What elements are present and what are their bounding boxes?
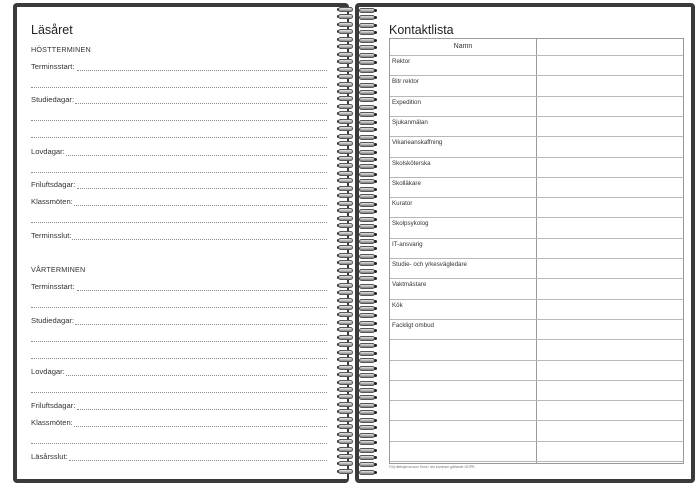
coil-wire-left bbox=[338, 461, 353, 466]
coil-wire-right bbox=[359, 321, 375, 326]
coil-wire-left bbox=[338, 402, 353, 407]
coil-wire-left bbox=[338, 469, 353, 474]
binding-hole-right bbox=[374, 389, 377, 392]
table-row-label: Studie- och yrkesvägledare bbox=[392, 261, 467, 268]
coil-wire-left bbox=[338, 178, 353, 183]
coil-wire-right bbox=[359, 366, 375, 371]
binding-hole-right bbox=[374, 404, 377, 407]
binding-hole-right bbox=[374, 367, 377, 370]
binding-hole-right bbox=[374, 322, 377, 325]
coil-wire-right bbox=[359, 75, 375, 80]
label-spring-class-meetings: Klassmöten: bbox=[31, 418, 73, 427]
binding-hole-right bbox=[374, 300, 377, 303]
coil-wire-right bbox=[359, 135, 375, 140]
coil-wire-right bbox=[359, 269, 375, 274]
binding-hole-right bbox=[374, 247, 377, 250]
binding-hole-right bbox=[374, 382, 377, 385]
table-row-label: Fackligt ombud bbox=[392, 321, 434, 329]
coil-wire-right bbox=[359, 313, 375, 318]
line-spring-holidays-2[interactable] bbox=[31, 392, 327, 393]
coil-wire-right bbox=[359, 112, 375, 117]
table-row[interactable] bbox=[390, 441, 683, 442]
binding-hole-right bbox=[374, 426, 377, 429]
binding-hole-right bbox=[374, 91, 377, 94]
coil-wire-right bbox=[359, 284, 375, 289]
page-title-lasaret: Läsåret bbox=[31, 23, 73, 37]
table-row[interactable] bbox=[390, 339, 683, 340]
binding-hole-right bbox=[374, 218, 377, 221]
binding-hole-right bbox=[374, 151, 377, 154]
coil-wire-right bbox=[359, 127, 375, 132]
coil-wire-right bbox=[359, 425, 375, 430]
coil-wire-left bbox=[338, 268, 353, 273]
coil-wire-left bbox=[338, 96, 353, 101]
coil-wire-left bbox=[338, 417, 353, 422]
binding-hole-right bbox=[374, 158, 377, 161]
line-spring-start[interactable] bbox=[77, 290, 327, 291]
binding-hole-right bbox=[374, 292, 377, 295]
coil-wire-left bbox=[338, 201, 353, 206]
coil-wire-right bbox=[359, 373, 375, 378]
coil-wire-left bbox=[338, 275, 353, 280]
label-spring-holidays: Lovdagar: bbox=[31, 367, 65, 376]
table-row-label: Rektor bbox=[392, 58, 411, 65]
coil-wire-left bbox=[338, 29, 353, 34]
coil-wire-right bbox=[359, 388, 375, 393]
spiral-coil bbox=[334, 468, 380, 476]
coil-wire-left bbox=[338, 111, 353, 116]
binding-hole-right bbox=[374, 61, 377, 64]
table-row[interactable] bbox=[390, 75, 683, 76]
coil-wire-right bbox=[359, 381, 375, 386]
coil-wire-right bbox=[359, 83, 375, 88]
coil-wire-right bbox=[359, 343, 375, 348]
table-row-label: Bitr rektor bbox=[392, 78, 419, 86]
binding-hole-right bbox=[374, 128, 377, 131]
coil-wire-right bbox=[359, 261, 375, 266]
coil-wire-left bbox=[338, 372, 353, 377]
coil-wire-right bbox=[359, 418, 375, 423]
binding-hole-right bbox=[374, 449, 377, 452]
binding-hole-right bbox=[374, 277, 377, 280]
coil-wire-left bbox=[338, 342, 353, 347]
coil-wire-left bbox=[338, 305, 353, 310]
coil-wire-right bbox=[359, 462, 375, 467]
table-row[interactable] bbox=[390, 177, 683, 178]
coil-wire-left bbox=[338, 454, 353, 459]
table-row[interactable] bbox=[390, 461, 683, 462]
coil-wire-right bbox=[359, 440, 375, 445]
coil-wire-right bbox=[359, 157, 375, 162]
coil-wire-right bbox=[359, 433, 375, 438]
coil-wire-left bbox=[338, 89, 353, 94]
coil-wire-left bbox=[338, 156, 353, 161]
coil-wire-right bbox=[359, 23, 375, 28]
coil-wire-left bbox=[338, 44, 353, 49]
label-spring-study-days: Studiedagar: bbox=[31, 316, 75, 325]
coil-wire-left bbox=[338, 141, 353, 146]
coil-wire-left bbox=[338, 335, 353, 340]
coil-wire-right bbox=[359, 68, 375, 73]
coil-wire-right bbox=[359, 187, 375, 192]
coil-wire-left bbox=[338, 208, 353, 213]
coil-wire-left bbox=[338, 283, 353, 288]
coil-wire-right bbox=[359, 194, 375, 199]
binding-hole-right bbox=[374, 352, 377, 355]
table-row-label: Kurator bbox=[392, 200, 413, 208]
binding-hole-right bbox=[374, 396, 377, 399]
table-row[interactable] bbox=[390, 157, 683, 158]
coil-wire-left bbox=[338, 290, 353, 295]
binding-hole-right bbox=[374, 233, 377, 236]
label-autumn-holidays: Lovdagar: bbox=[31, 147, 65, 156]
coil-wire-right bbox=[359, 120, 375, 125]
line-autumn-class-meetings-2[interactable] bbox=[31, 222, 327, 223]
coil-wire-right bbox=[359, 410, 375, 415]
coil-wire-left bbox=[338, 312, 353, 317]
coil-wire-left bbox=[338, 253, 353, 258]
binding-hole-right bbox=[374, 180, 377, 183]
coil-wire-left bbox=[338, 260, 353, 265]
binding-hole-right bbox=[374, 24, 377, 27]
line-autumn-holidays-2[interactable] bbox=[31, 172, 327, 173]
coil-wire-left bbox=[338, 67, 353, 72]
binding-hole-right bbox=[374, 9, 377, 12]
binding-hole-right bbox=[374, 344, 377, 347]
binding-hole-right bbox=[374, 240, 377, 243]
label-spring-start: Terminsstart: bbox=[31, 282, 75, 291]
coil-wire-left bbox=[338, 245, 353, 250]
contact-table-header-name: Namn bbox=[453, 43, 473, 50]
table-row[interactable] bbox=[390, 217, 683, 218]
coil-wire-left bbox=[338, 104, 353, 109]
table-row[interactable] bbox=[390, 278, 683, 279]
coil-wire-right bbox=[359, 150, 375, 155]
coil-wire-left bbox=[338, 14, 353, 19]
coil-wire-left bbox=[338, 350, 353, 355]
binding-hole-right bbox=[374, 374, 377, 377]
table-row-label: Skolsköterska bbox=[392, 159, 431, 167]
coil-wire-right bbox=[359, 45, 375, 50]
coil-wire-left bbox=[338, 223, 353, 228]
coil-wire-left bbox=[338, 231, 353, 236]
table-row[interactable] bbox=[390, 197, 683, 198]
line-autumn-study-days-3[interactable] bbox=[31, 137, 327, 138]
line-autumn-class-meetings[interactable] bbox=[74, 205, 327, 206]
line-spring-study-days[interactable] bbox=[75, 324, 327, 325]
label-autumn-end: Terminsslut: bbox=[31, 231, 72, 240]
label-autumn-study-days: Studiedagar: bbox=[31, 95, 75, 104]
coil-wire-right bbox=[359, 351, 375, 356]
coil-wire-left bbox=[338, 238, 353, 243]
table-row[interactable] bbox=[390, 400, 683, 401]
coil-wire-left bbox=[338, 298, 353, 303]
coil-wire-left bbox=[338, 432, 353, 437]
line-spring-class-meetings-2[interactable] bbox=[31, 443, 327, 444]
coil-wire-left bbox=[338, 327, 353, 332]
table-row[interactable] bbox=[390, 238, 683, 239]
binding-hole-right bbox=[374, 471, 377, 474]
binding-hole-right bbox=[374, 463, 377, 466]
section-heading-spring: VÅRTERMINEN bbox=[31, 265, 86, 274]
line-autumn-study-days-2[interactable] bbox=[31, 120, 327, 121]
coil-wire-left bbox=[338, 424, 353, 429]
coil-wire-right bbox=[359, 455, 375, 460]
binding-hole-right bbox=[374, 76, 377, 79]
coil-wire-left bbox=[338, 149, 353, 154]
binding-hole-right bbox=[374, 203, 377, 206]
binding-hole-right bbox=[374, 359, 377, 362]
coil-wire-right bbox=[359, 246, 375, 251]
coil-wire-right bbox=[359, 217, 375, 222]
table-row-label: Vikarieanskaffning bbox=[392, 139, 443, 147]
coil-wire-right bbox=[359, 239, 375, 244]
coil-wire-right bbox=[359, 254, 375, 259]
coil-wire-left bbox=[338, 365, 353, 370]
binding-hole-right bbox=[374, 307, 377, 310]
label-autumn-start: Terminsstart: bbox=[31, 62, 75, 71]
binding-hole-right bbox=[374, 31, 377, 34]
coil-wire-right bbox=[359, 403, 375, 408]
binding-hole-right bbox=[374, 329, 377, 332]
binding-hole-right bbox=[374, 46, 377, 49]
line-spring-outdoor-days[interactable] bbox=[77, 409, 327, 410]
binding-hole-right bbox=[374, 419, 377, 422]
table-row[interactable] bbox=[390, 136, 683, 137]
coil-wire-left bbox=[338, 357, 353, 362]
binding-hole-right bbox=[374, 39, 377, 42]
coil-wire-right bbox=[359, 448, 375, 453]
binding-hole-right bbox=[374, 337, 377, 340]
coil-wire-right bbox=[359, 209, 375, 214]
label-autumn-outdoor-days: Friluftsdagar: bbox=[31, 180, 76, 189]
coil-wire-right bbox=[359, 172, 375, 177]
binding-hole-right bbox=[374, 165, 377, 168]
coil-wire-left bbox=[338, 439, 353, 444]
table-row[interactable] bbox=[390, 116, 683, 117]
table-row[interactable] bbox=[390, 258, 683, 259]
coil-wire-right bbox=[359, 276, 375, 281]
line-spring-end[interactable] bbox=[69, 460, 327, 461]
coil-wire-right bbox=[359, 358, 375, 363]
coil-wire-right bbox=[359, 299, 375, 304]
coil-wire-right bbox=[359, 202, 375, 207]
binding-hole-right bbox=[374, 225, 377, 228]
binding-hole-right bbox=[374, 136, 377, 139]
table-row-label: Sjukanmälan bbox=[392, 118, 428, 126]
binding-hole-right bbox=[374, 121, 377, 124]
table-row-label: Skolläkare bbox=[392, 179, 421, 187]
coil-wire-left bbox=[338, 193, 353, 198]
coil-wire-left bbox=[338, 126, 353, 131]
coil-wire-left bbox=[338, 163, 353, 168]
coil-wire-left bbox=[338, 387, 353, 392]
binding-hole-right bbox=[374, 270, 377, 273]
coil-wire-right bbox=[359, 15, 375, 20]
coil-wire-right bbox=[359, 306, 375, 311]
spiral-binding bbox=[334, 6, 380, 480]
binding-hole-right bbox=[374, 173, 377, 176]
line-autumn-study-days[interactable] bbox=[75, 103, 327, 104]
coil-wire-left bbox=[338, 186, 353, 191]
binding-hole-right bbox=[374, 255, 377, 258]
binding-hole-right bbox=[374, 285, 377, 288]
coil-wire-right bbox=[359, 224, 375, 229]
label-autumn-class-meetings: Klassmöten: bbox=[31, 197, 73, 206]
binding-hole-right bbox=[374, 188, 377, 191]
coil-wire-right bbox=[359, 142, 375, 147]
section-heading-autumn: HÖSTTERMINEN bbox=[31, 45, 91, 54]
table-row[interactable] bbox=[390, 380, 683, 381]
coil-wire-left bbox=[338, 37, 353, 42]
coil-wire-right bbox=[359, 8, 375, 13]
line-spring-start-2[interactable] bbox=[31, 307, 327, 308]
coil-wire-right bbox=[359, 336, 375, 341]
coil-wire-right bbox=[359, 38, 375, 43]
binding-hole-right bbox=[374, 456, 377, 459]
line-autumn-start-2[interactable] bbox=[31, 87, 327, 88]
coil-wire-left bbox=[338, 320, 353, 325]
binding-hole-right bbox=[374, 54, 377, 57]
line-spring-holidays[interactable] bbox=[66, 375, 327, 376]
coil-wire-left bbox=[338, 119, 353, 124]
line-spring-class-meetings[interactable] bbox=[74, 426, 327, 427]
binding-hole-right bbox=[374, 98, 377, 101]
coil-wire-right bbox=[359, 232, 375, 237]
coil-wire-right bbox=[359, 30, 375, 35]
binding-hole-right bbox=[374, 16, 377, 19]
binding-hole-right bbox=[374, 441, 377, 444]
table-row[interactable] bbox=[390, 420, 683, 421]
coil-wire-left bbox=[338, 134, 353, 139]
binding-hole-right bbox=[374, 434, 377, 437]
table-row-label: Kök bbox=[392, 301, 403, 309]
line-autumn-outdoor-days[interactable] bbox=[77, 188, 327, 189]
line-spring-study-days-3[interactable] bbox=[31, 358, 327, 359]
binding-hole-right bbox=[374, 262, 377, 265]
line-spring-study-days-2[interactable] bbox=[31, 341, 327, 342]
coil-wire-right bbox=[359, 291, 375, 296]
coil-wire-left bbox=[338, 52, 353, 57]
coil-wire-left bbox=[338, 394, 353, 399]
binding-hole-right bbox=[374, 411, 377, 414]
line-autumn-holidays[interactable] bbox=[66, 155, 327, 156]
coil-wire-right bbox=[359, 53, 375, 58]
coil-wire-left bbox=[338, 59, 353, 64]
coil-wire-right bbox=[359, 90, 375, 95]
coil-wire-left bbox=[338, 22, 353, 27]
coil-wire-right bbox=[359, 97, 375, 102]
binding-hole-right bbox=[374, 69, 377, 72]
contact-table bbox=[389, 38, 684, 464]
coil-wire-left bbox=[338, 409, 353, 414]
coil-wire-left bbox=[338, 380, 353, 385]
label-spring-end: Läsårsslut: bbox=[31, 452, 68, 461]
coil-wire-left bbox=[338, 74, 353, 79]
binding-hole-right bbox=[374, 314, 377, 317]
line-autumn-end[interactable] bbox=[72, 239, 327, 240]
right-page bbox=[359, 7, 691, 479]
label-spring-outdoor-days: Friluftsdagar: bbox=[31, 401, 76, 410]
table-row-label: Expedition bbox=[392, 98, 421, 106]
gdpr-footnote: Följ riktlinjerna som finns i din kommun gällande GDPR. bbox=[389, 465, 476, 469]
binding-hole-right bbox=[374, 84, 377, 87]
coil-wire-right bbox=[359, 105, 375, 110]
table-row-label: Skolpsykolog bbox=[392, 220, 429, 228]
table-row-label: Vaktmästare bbox=[392, 281, 427, 289]
page-title-kontaktlista: Kontaktlista bbox=[389, 23, 454, 37]
coil-wire-right bbox=[359, 395, 375, 400]
binding-hole-right bbox=[374, 106, 377, 109]
line-autumn-start[interactable] bbox=[77, 70, 327, 71]
binding-hole-right bbox=[374, 113, 377, 116]
binding-hole-right bbox=[374, 143, 377, 146]
coil-wire-right bbox=[359, 60, 375, 65]
table-row-label: IT-ansvarig bbox=[392, 240, 423, 248]
coil-wire-left bbox=[338, 447, 353, 452]
table-row[interactable] bbox=[390, 299, 683, 300]
table-row[interactable] bbox=[390, 360, 683, 361]
coil-wire-left bbox=[338, 216, 353, 221]
coil-wire-right bbox=[359, 328, 375, 333]
binding-hole-right bbox=[374, 195, 377, 198]
left-page bbox=[17, 7, 347, 479]
coil-wire-left bbox=[338, 82, 353, 87]
table-row[interactable] bbox=[390, 319, 683, 320]
table-row[interactable] bbox=[390, 55, 683, 56]
table-row[interactable] bbox=[390, 96, 683, 97]
coil-wire-right bbox=[359, 164, 375, 169]
coil-wire-right bbox=[359, 470, 375, 475]
coil-wire-left bbox=[338, 171, 353, 176]
binding-hole-right bbox=[374, 210, 377, 213]
coil-wire-right bbox=[359, 179, 375, 184]
coil-wire-left bbox=[338, 7, 353, 12]
